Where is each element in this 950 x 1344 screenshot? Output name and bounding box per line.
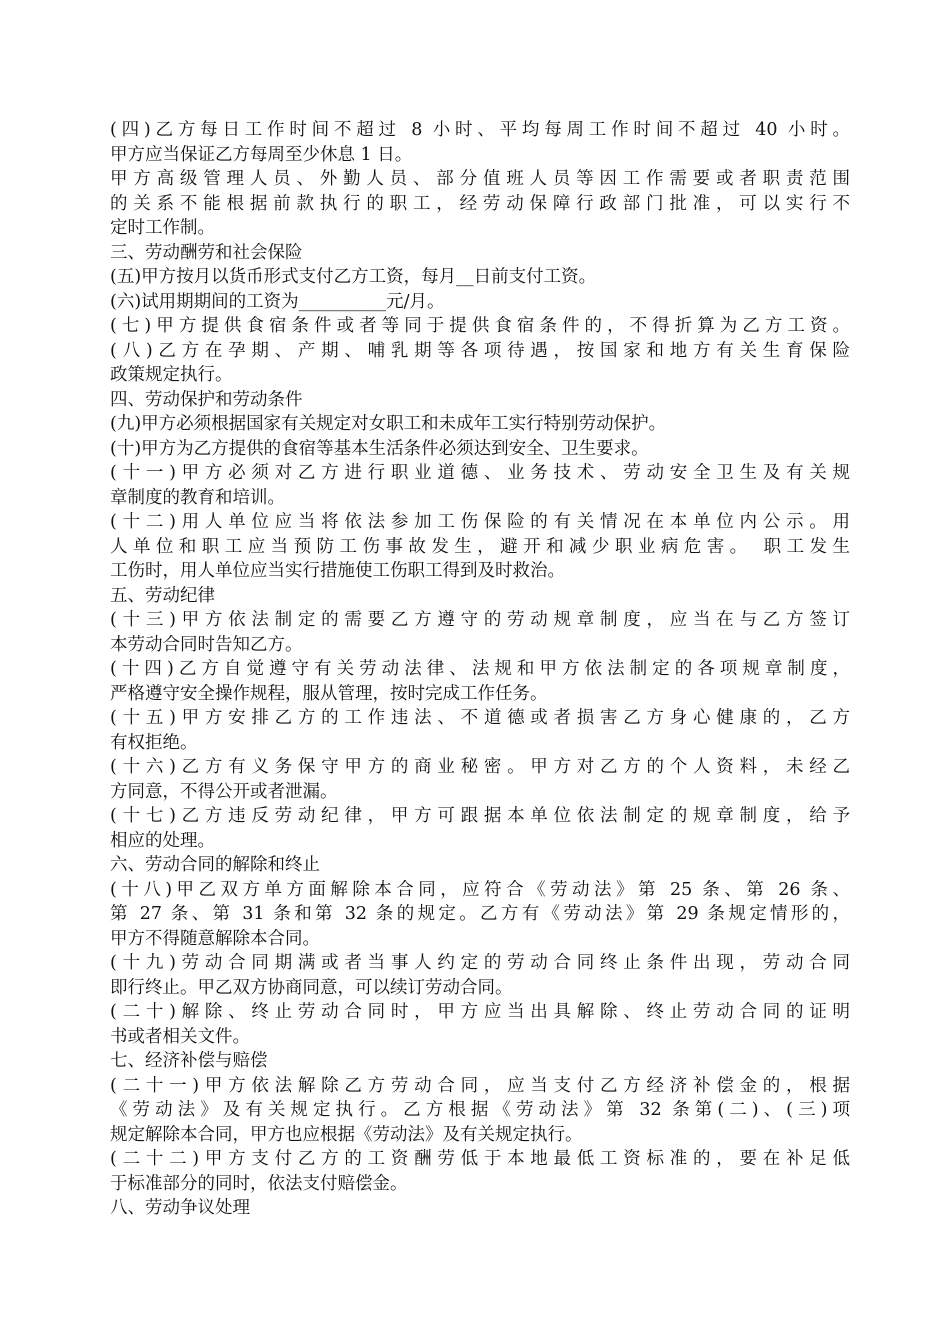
text-line: (六)试用期期间的工资为__________元/月。 [110,291,445,312]
text-line: (十五)甲方安排乙方的工作违法、不道德或者损害乙方身心健康的，乙方 [110,708,850,728]
text-line: 八、劳动争议处理 [110,1198,250,1218]
text-line: 本劳动合同时告知乙方。 [110,634,303,655]
text-line: 方同意，不得公开或者泄漏。 [110,781,338,802]
text-line: 的关系不能根据前款执行的职工，经劳动保障行政部门批准，可以实行不 [110,193,850,214]
text-line: (二十)解除、终止劳动合同时，甲方应当出具解除、终止劳动合同的证明 [110,1002,850,1022]
text-line: 甲方不得随意解除本合同。 [110,928,320,949]
text-line: 甲方高级管理人员、外勤人员、部分值班人员等因工作需要或者职责范围 [110,169,850,189]
text-line: 六、劳动合同的解除和终止 [110,855,320,875]
text-line: 于标准部分的同时，依法支付赔偿金。 [110,1173,408,1194]
text-line: 严格遵守安全操作规程，服从管理，按时完成工作任务。 [110,683,548,704]
text-line: 工伤时，用人单位应当实行措施使工伤职工得到及时救治。 [110,561,565,581]
text-line: 四、劳动保护和劳动条件 [110,389,303,410]
text-line: 有权拒绝。 [110,732,198,753]
text-line: 三、劳动酬劳和社会保险 [110,242,303,263]
text-line: (十)甲方为乙方提供的食宿等基本生活条件必须达到安全、卫生要求。 [110,438,649,459]
text-line: 书或者相关文件。 [110,1026,250,1047]
text-line: 即行终止。甲乙双方协商同意，可以续订劳动合同。 [110,977,513,998]
text-line: (十七)乙方违反劳动纪律，甲方可跟据本单位依法制定的规章制度，给予 [110,806,850,826]
text-line: 政策规定执行。 [110,365,233,385]
text-line: (十九)劳动合同期满或者当事人约定的劳动合同终止条件出现，劳动合同 [110,953,850,973]
text-line: (九)甲方必须根据国家有关规定对女职工和未成年工实行特别劳动保护。 [110,414,667,434]
text-line: 五、劳动纪律 [110,585,215,606]
text-line: (十二)用人单位应当将依法参加工伤保险的有关情况在本单位内公示。用 [110,512,850,532]
text-line: 规定解除本合同，甲方也应根据《劳动法》及有关规定执行。 [110,1124,583,1145]
text-line: 七、经济补偿与赔偿 [110,1051,268,1071]
text-line: (二十一)甲方依法解除乙方劳动合同，应当支付乙方经济补偿金的，根据 [110,1075,850,1096]
text-line: (十一)甲方必须对乙方进行职业道德、业务技术、劳动安全卫生及有关规 [110,463,850,483]
text-line: 人单位和职工应当预防工伤事故发生，避开和减少职业病危害。 职工发生 [110,536,850,557]
text-line: (十三)甲方依法制定的需要乙方遵守的劳动规章制度，应当在与乙方签订 [110,610,850,630]
text-line: (七)甲方提供食宿条件或者等同于提供食宿条件的，不得折算为乙方工资。 [110,316,850,336]
document-page [110,118,850,1221]
text-line: (八)乙方在孕期、产期、哺乳期等各项待遇，按国家和地方有关生育保险 [110,340,850,361]
text-line: 《劳动法》及有关规定执行。乙方根据《劳动法》第 32 条第(二)、(三)项 [110,1100,850,1120]
text-line: 定时工作制。 [110,218,215,238]
text-line: (五)甲方按月以货币形式支付乙方工资，每月__日前支付工资。 [110,267,597,287]
text-line: (十四)乙方自觉遵守有关劳动法律、法规和甲方依法制定的各项规章制度， [110,659,850,679]
text-line: 甲方应当保证乙方每周至少休息 1 日。 [110,144,413,165]
text-line: (十八)甲乙双方单方面解除本合同，应符合《劳动法》第 25 条、第 26 条、 [110,879,850,900]
text-line: (二十二)甲方支付乙方的工资酬劳低于本地最低工资标准的，要在补足低 [110,1149,850,1169]
text-line: 相应的处理。 [110,830,215,851]
text-line: (四)乙方每日工作时间不超过 8 小时、平均每周工作时间不超过 40 小时。 [110,120,850,140]
text-line: 章制度的教育和培训。 [110,487,285,508]
text-line: (十六)乙方有义务保守甲方的商业秘密。甲方对乙方的个人资料，未经乙 [110,757,850,777]
text-line: 第 27 条、第 31 条和第 32 条的规定。乙方有《劳动法》第 29 条规定情形的， [110,904,850,924]
